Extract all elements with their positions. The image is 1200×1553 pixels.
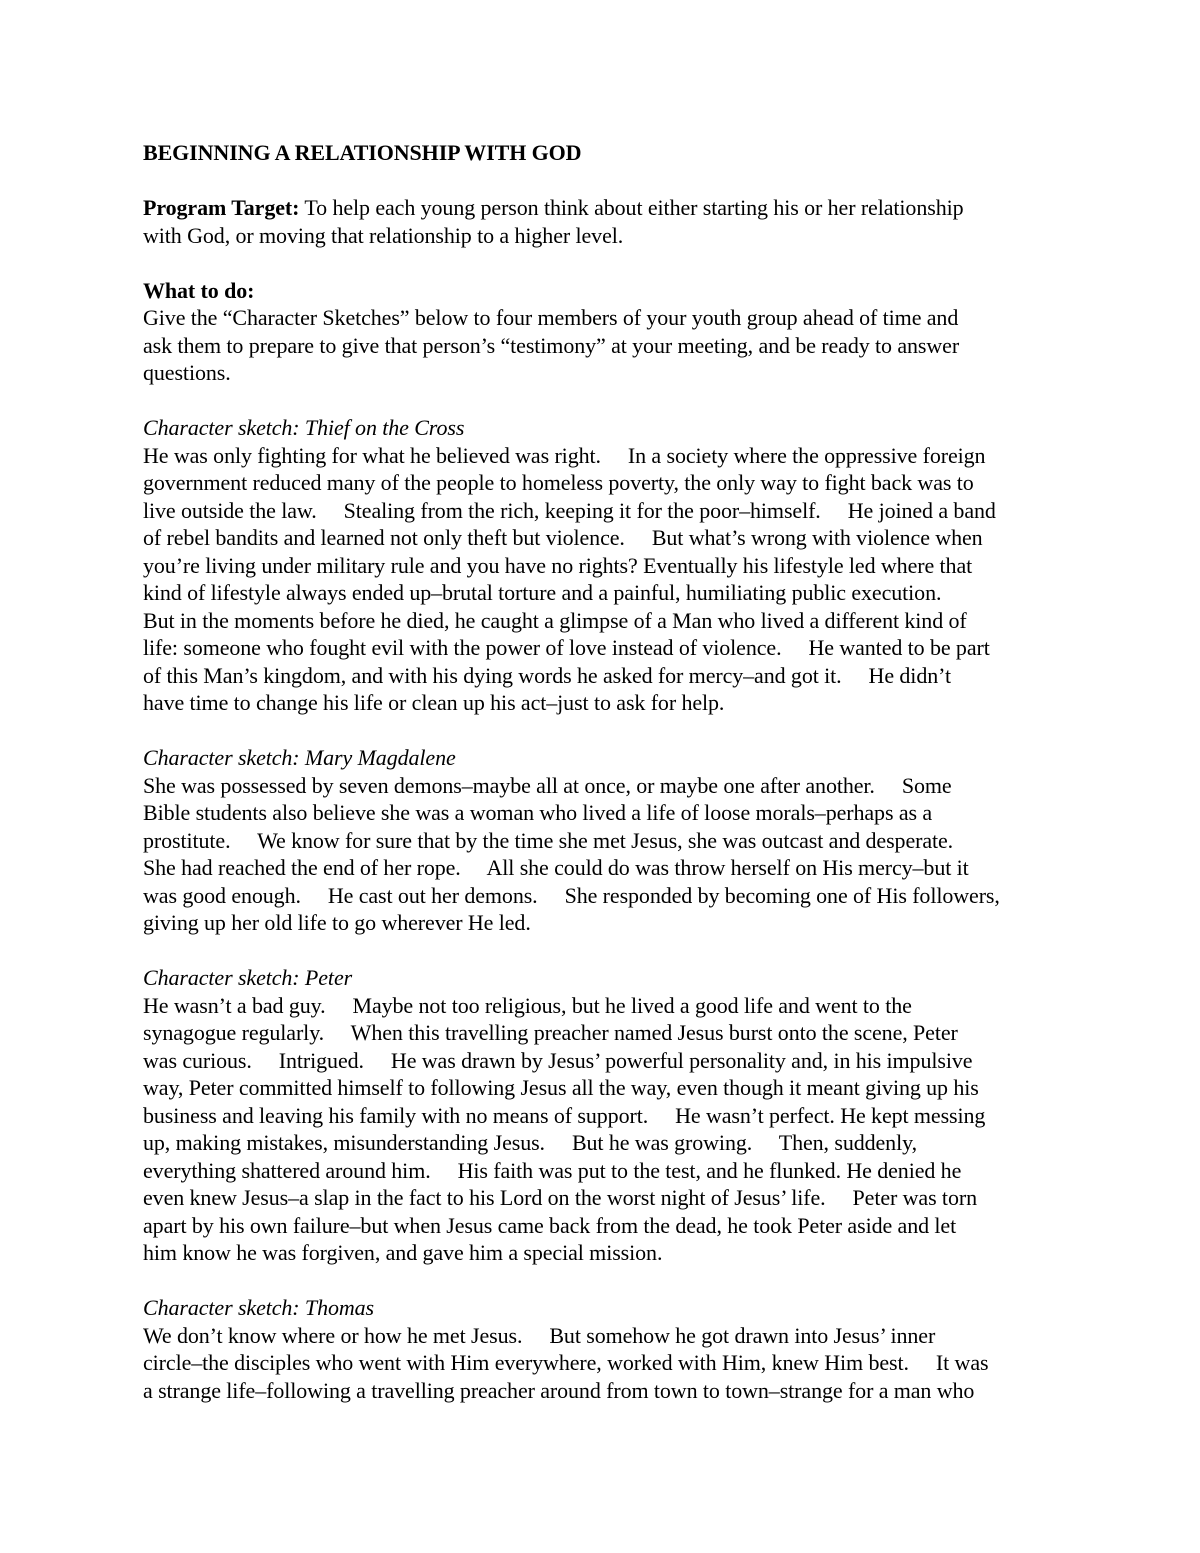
sketch-heading: Character sketch: Peter <box>143 965 353 990</box>
text-line: She was possessed by seven demons–maybe all at once, or maybe one after another. Some <box>143 772 952 798</box>
character-sketch-thomas <box>143 1294 1080 1404</box>
text-line: government reduced many of the people to homeless poverty, the only way to fight back was to <box>143 470 974 495</box>
text-line: live outside the law. Stealing from the rich, keeping it for the poor–himself. He joined a band <box>143 497 996 523</box>
text-line: up, making mistakes, misunderstanding Jesus. But he was growing. Then, suddenly, <box>143 1130 917 1155</box>
text-line: prostitute. We know for sure that by the time she met Jesus, she was outcast and desperate. <box>143 827 954 853</box>
text-line: Bible students also believe she was a woman who lived a life of loose morals–perhaps as a <box>143 800 933 825</box>
sketch-heading: Character sketch: Thomas <box>143 1295 375 1320</box>
text-line: He was only fighting for what he believed was right. In a society where the oppressive foreign <box>143 442 986 468</box>
text-line: ask them to prepare to give that person’s “testimony” at your meeting, and be ready to answer <box>143 332 960 358</box>
text-line: business and leaving his family with no means of support. He wasn’t perfect. He kept messing <box>143 1102 986 1128</box>
text-line: giving up her old life to go wherever He led. <box>143 910 531 935</box>
text-line: everything shattered around him. His faith was put to the test, and he flunked. He denied he <box>143 1157 962 1183</box>
text-line: She had reached the end of her rope. All she could do was throw herself on His mercy–but it <box>143 855 969 880</box>
text-line: have time to change his life or clean up his act–just to ask for help. <box>143 690 725 715</box>
program-target-paragraph <box>143 194 1080 249</box>
text-line: a strange life–following a travelling preacher around from town to town–strange for a man who <box>143 1377 975 1403</box>
what-to-do-heading: What to do: <box>143 277 255 303</box>
text-line: was good enough. He cast out her demons. She responded by becoming one of His followers, <box>143 882 1000 908</box>
text-line <box>143 194 1080 222</box>
text-line: with God, or moving that relationship to a higher level. <box>143 222 624 248</box>
text-line: way, Peter committed himself to following Jesus all the way, even though it meant giving up his <box>143 1075 979 1100</box>
text-line: kind of lifestyle always ended up–brutal torture and a painful, humiliating public execution. <box>143 580 942 605</box>
text-line: apart by his own failure–but when Jesus came back from the dead, he took Peter aside and let <box>143 1212 957 1238</box>
sketch-heading: Character sketch: Mary Magdalene <box>143 745 456 770</box>
what-to-do-section <box>143 277 1080 387</box>
program-target-text: To help each young person think about either starting his or her relationship <box>299 195 964 220</box>
document-title: BEGINNING A RELATIONSHIP WITH GOD <box>143 140 582 165</box>
text-line: We don’t know where or how he met Jesus. But somehow he got drawn into Jesus’ inner <box>143 1322 936 1348</box>
text-line: of rebel bandits and learned not only theft but violence. But what’s wrong with violence when <box>143 525 983 550</box>
program-target-label: Program Target: <box>143 195 300 220</box>
character-sketch-peter <box>143 964 1080 1267</box>
character-sketch-thief-on-the-cross <box>143 414 1080 717</box>
text-line: life: someone who fought evil with the power of love instead of violence. He wanted to be part <box>143 635 990 660</box>
text-line: you’re living under military rule and you have no rights? Eventually his lifestyle led where that <box>143 552 973 578</box>
text-line: He wasn’t a bad guy. Maybe not too religious, but he lived a good life and went to the <box>143 992 912 1018</box>
sketch-heading: Character sketch: Thief on the Cross <box>143 415 465 440</box>
text-line: synagogue regularly. When this travelling preacher named Jesus burst onto the scene, Peter <box>143 1020 958 1045</box>
text-line: of this Man’s kingdom, and with his dying words he asked for mercy–and got it. He didn’t <box>143 662 951 688</box>
text-line: circle–the disciples who went with Him everywhere, worked with Him, knew Him best. It was <box>143 1350 989 1375</box>
text-line: him know he was forgiven, and gave him a special mission. <box>143 1240 663 1265</box>
text-line: Give the “Character Sketches” below to four members of your youth group ahead of time and <box>143 305 959 330</box>
text-line: even knew Jesus–a slap in the fact to his Lord on the worst night of Jesus’ life. Peter was torn <box>143 1185 977 1210</box>
text-line: was curious. Intrigued. He was drawn by Jesus’ powerful personality and, in his impulsive <box>143 1047 973 1073</box>
text-line: questions. <box>143 360 231 385</box>
character-sketch-mary-magdalene <box>143 744 1080 937</box>
title-block <box>143 139 1080 167</box>
text-line: But in the moments before he died, he caught a glimpse of a Man who lived a different kind of <box>143 607 967 633</box>
